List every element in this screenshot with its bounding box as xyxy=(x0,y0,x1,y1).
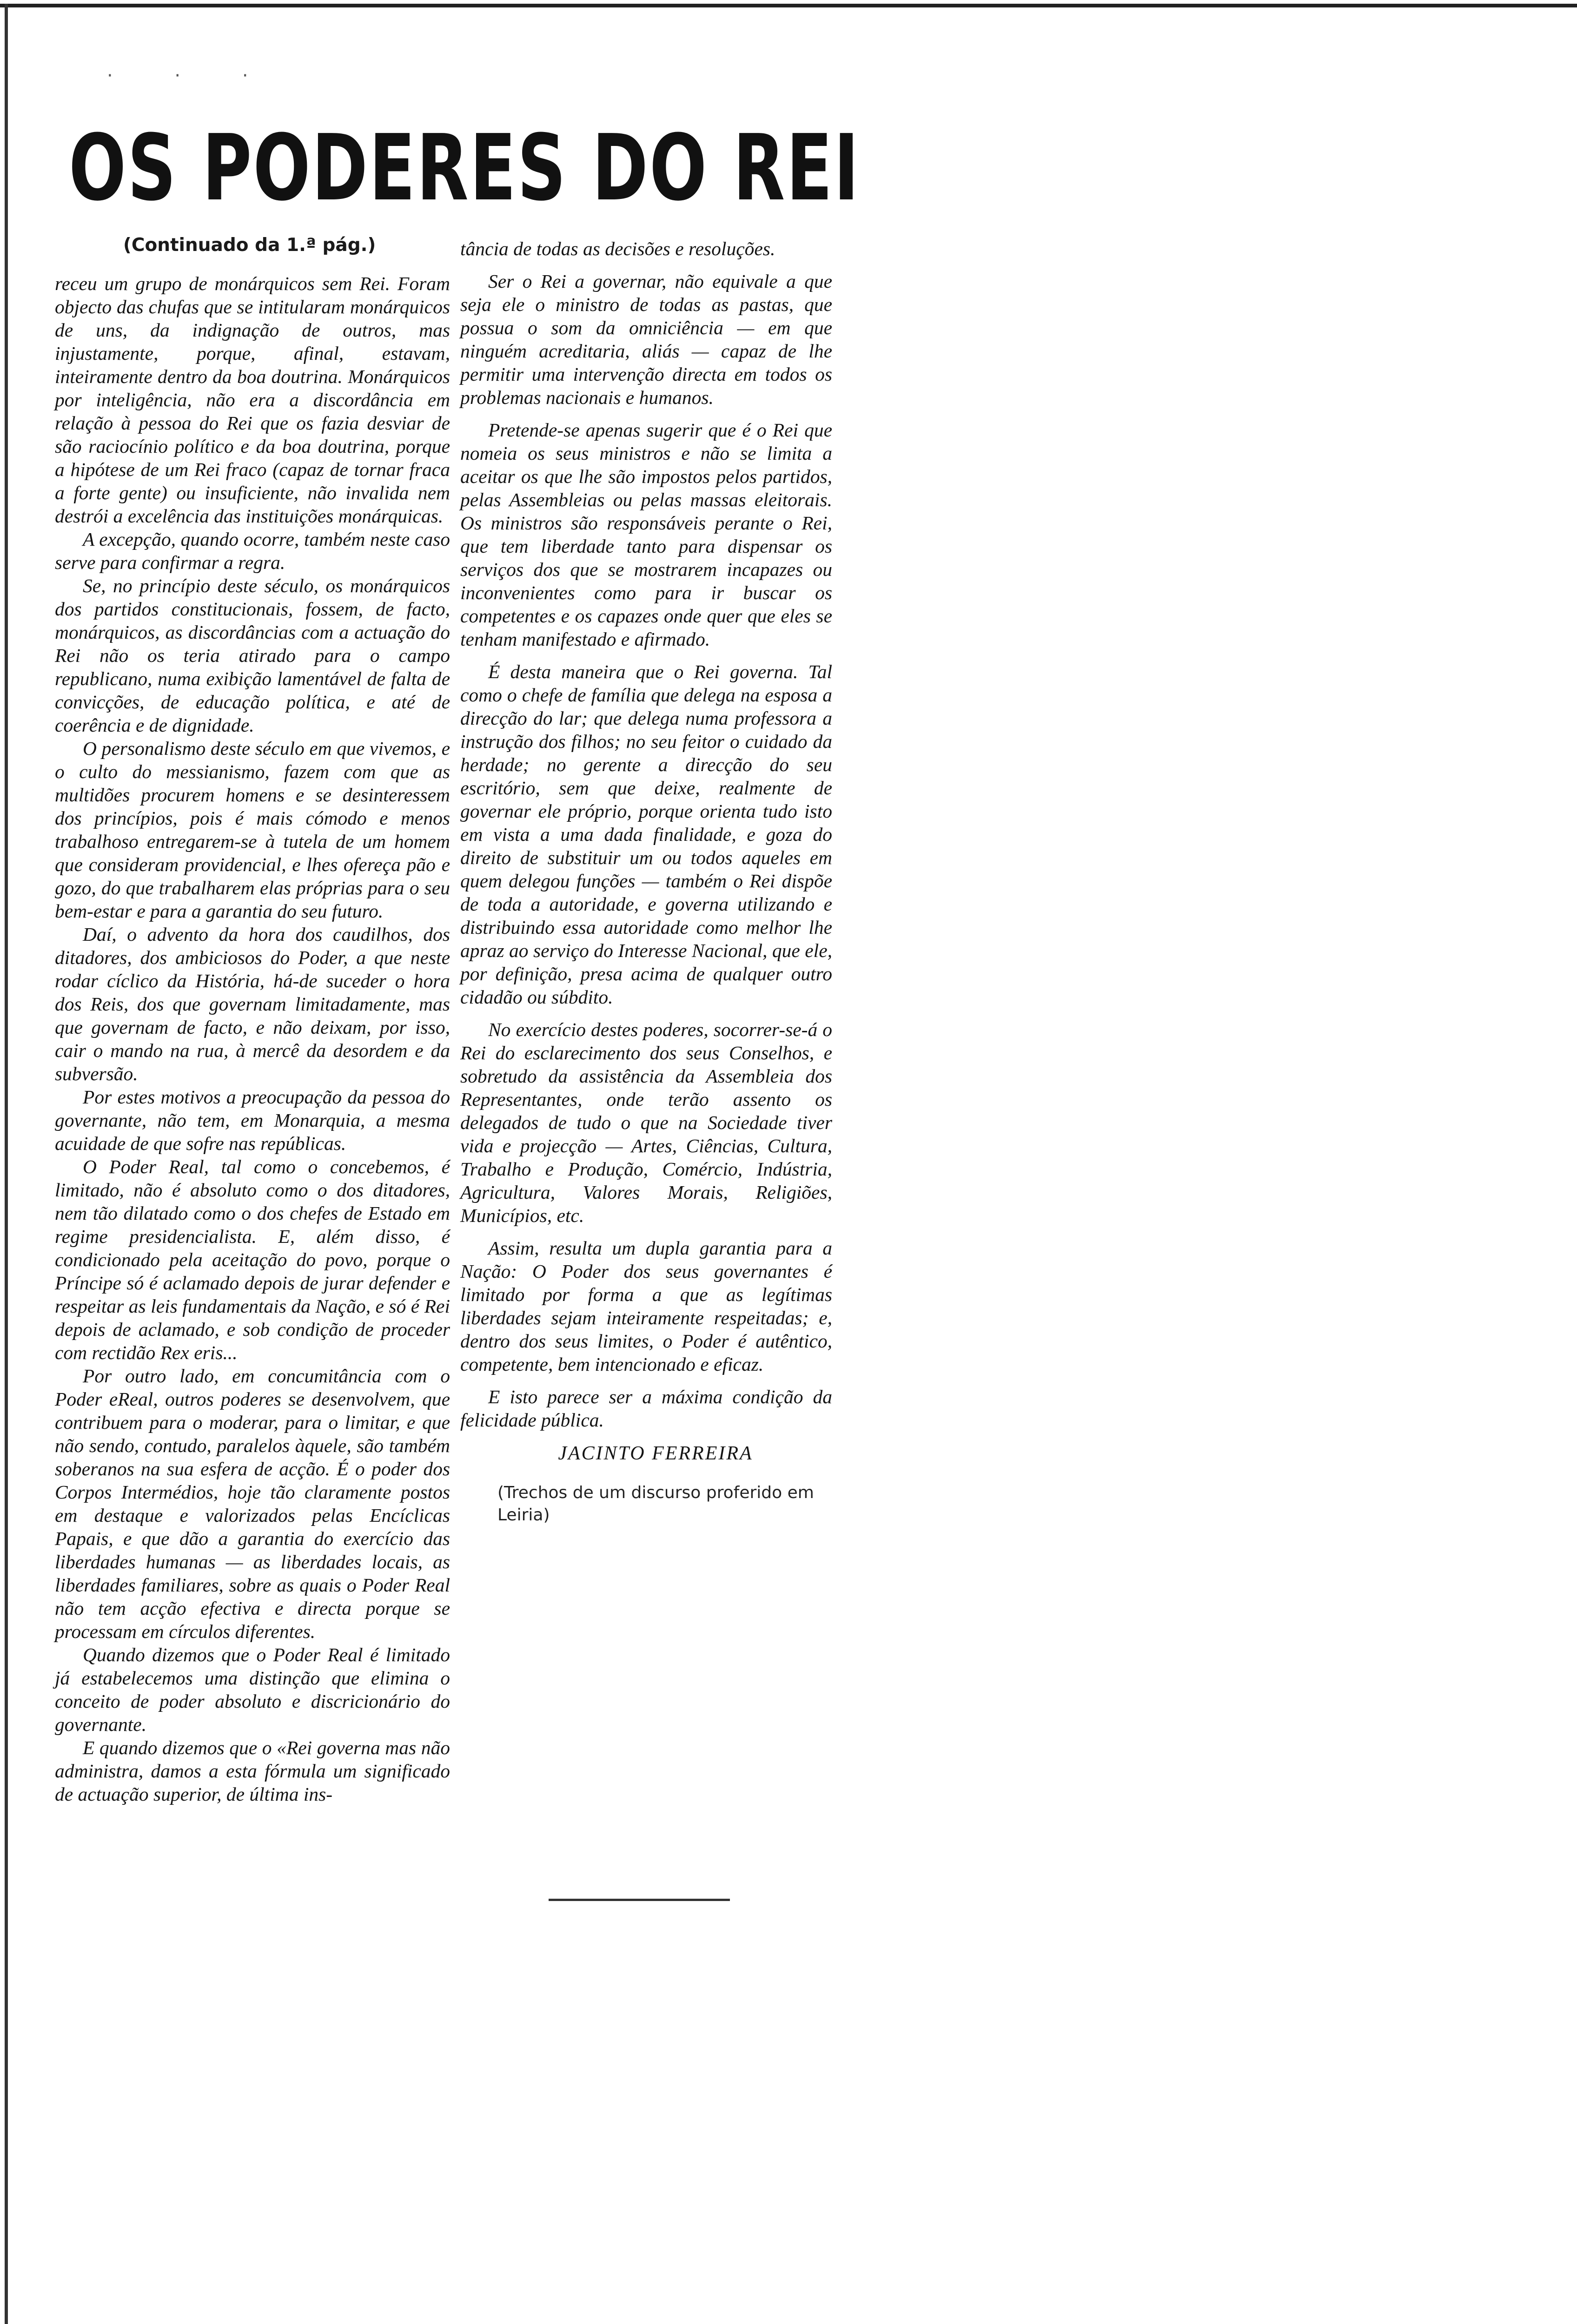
article-column-left xyxy=(55,272,450,1806)
source-note: (Trechos de um discurso proferido em Leiria) xyxy=(497,1483,814,1525)
page-border-left xyxy=(5,4,8,2324)
paragraph: Ser o Rei a governar, não equivale a que seja ele o ministro de todas as pastas, que possua o som da omniciência — em que ninguém acreditaria, aliás — capaz de lhe permitir uma intervenção directa em todos os problemas nacionais e humanos. xyxy=(460,271,832,408)
scan-specks: · · · xyxy=(107,65,276,86)
paragraph: tância de todas as decisões e resoluções. xyxy=(460,238,775,259)
paragraph: receu um grupo de monárquicos sem Rei. Foram objecto das chufas que se intitularam monárquicos de uns, da indignação de outros, mas injustamente, porque, afinal, estavam, inteiramente dentro da boa doutrina. Monárquicos por inteligência, não era a discordância em relação à pessoa do Rei que os fazia desviar de são raciocínio político e da boa doutrina, porque a hipótese de um Rei fraco (capaz de tornar fraca a forte gente) ou insuficiente, não invalida nem destrói a excelência das instituições monárquicas. xyxy=(55,273,450,527)
paragraph: Por estes motivos a preocupação da pessoa do governante, não tem, em Monarquia, a mesma acuidade de que sofre nas repúblicas. xyxy=(55,1086,450,1154)
paragraph: Se, no princípio deste século, os monárquicos dos partidos constitucionais, fossem, de facto, monárquicos, as discordâncias com a actuação do Rei não os teria atirado para o campo republicano, numa exibição lamentável de falta de convicções, de educação política, e até de coerência e de dignidade. xyxy=(55,575,450,736)
paragraph: No exercício destes poderes, socorrer-se-á o Rei do esclarecimento dos seus Conselhos, e sobretudo da assistência da Assembleia dos Representantes, onde terão assento os delegados de tudo o que na Sociedade tiver vida e projecção — Artes, Ciências, Cultura, Trabalho e Produção, Comércio, Indústria, Agricultura, Valores Morais, Religiões, Municípios, etc. xyxy=(460,1019,832,1226)
continued-note: (Continuado da 1.ª pág.) xyxy=(123,235,376,256)
paragraph: Daí, o advento da hora dos caudilhos, dos ditadores, dos ambiciosos do Poder, a que neste rodar cíclico da História, há-de suceder o hora dos Reis, dos que governam limitadamente, mas que governam de facto, e não deixam, por isso, cair o mando na rua, à mercê da desordem e da subversão. xyxy=(55,924,450,1084)
paragraph: E quando dizemos que o «Rei governa mas não administra, damos a esta fórmula um significado de actuação superior, de última ins- xyxy=(55,1737,450,1805)
divider-rule xyxy=(549,1899,730,1901)
paragraph: Assim, resulta um dupla garantia para a Nação: O Poder dos seus governantes é limitado por forma a que as legítimas liberdades sejam inteiramente respeitadas; e, dentro dos seus limites, o Poder é autêntico, competente, bem intencionado e eficaz. xyxy=(460,1237,832,1375)
article-headline: OS PODERES DO REI xyxy=(69,115,861,221)
paragraph: Quando dizemos que o Poder Real é limitado já estabelecemos uma distinção que elimina o conceito de poder absoluto e discricionário do governante. xyxy=(55,1644,450,1735)
paragraph: Pretende-se apenas sugerir que é o Rei que nomeia os seus ministros e não se limita a aceitar os que lhe são impostos pelos partidos, pelas Assembleias ou pelas massas eleitorais. Os ministros são responsáveis perante o Rei, que tem liberdade tanto para dispensar os serviços dos que se mostrarem incapazes ou inconvenientes como para ir buscar os competentes e os capazes onde quer que eles se tenham manifestado e afirmado. xyxy=(460,419,832,650)
paragraph: O personalismo deste século em que vivemos, e o culto do messianismo, fazem com que as multidões procurem homens e se desinteressem dos princípios, pois é mais cómodo e menos trabalhoso entregarem-se à tutela de um homem que consideram providencial, e lhes ofereça pão e gozo, do que trabalharem elas próprias para o seu bem-estar e para a garantia do seu futuro. xyxy=(55,738,450,922)
paragraph: O Poder Real, tal como o concebemos, é limitado, não é absoluto como o dos ditadores, nem tão dilatado como o dos chefes de Estado em regime presidencialista. E, além disso, é condicionado pela aceitação do povo, porque o Príncipe só é aclamado depois de jurar defender e respeitar as leis fundamentais da Nação, e só é Rei depois de aclamado, e sob condição de proceder com rectidão Rex eris... xyxy=(55,1156,450,1363)
paragraph: E isto parece ser a máxima condição da felicidade pública. xyxy=(460,1386,832,1431)
paragraph: É desta maneira que o Rei governa. Tal como o chefe de família que delega na esposa a direcção do lar; que delega numa professora a instrução dos filhos; no seu feitor o cuidado da herdade; no gerente a direcção do seu escritório, sem que deixe, realmente de governar ele próprio, porque orienta tudo isto em vista a uma dada finalidade, e goza do direito de substituir um ou todos aqueles em quem delegou funções — também o Rei dispõe de toda a autoridade, e governa utilizando e distribuindo essa autoridade como melhor lhe apraz ao serviço do Interesse Nacional, que ele, por definição, presa acima de qualquer outro cidadão ou súbdito. xyxy=(460,661,832,1008)
article-column-right xyxy=(460,237,832,1526)
paragraph: Por outro lado, em concumitância com o Poder eReal, outros poderes se desenvolvem, que contribuem para o moderar, para o limitar, e que não sendo, contudo, paralelos àquele, são também soberanos na sua esfera de acção. É o poder dos Corpos Intermédios, hoje tão claramente postos em destaque e valorizados pelas Encíclicas Papais, e que dão a garantia do exercício das liberdades humanas — as liberdades locais, as liberdades familiares, sobre as quais o Poder Real não tem acção efectiva e directa porque se processam em círculos diferentes. xyxy=(55,1365,450,1642)
page-border-top xyxy=(0,4,1577,7)
author-signature: JACINTO FERREIRA xyxy=(558,1443,753,1464)
paragraph: A excepção, quando ocorre, também neste caso serve para confirmar a regra. xyxy=(55,528,450,573)
